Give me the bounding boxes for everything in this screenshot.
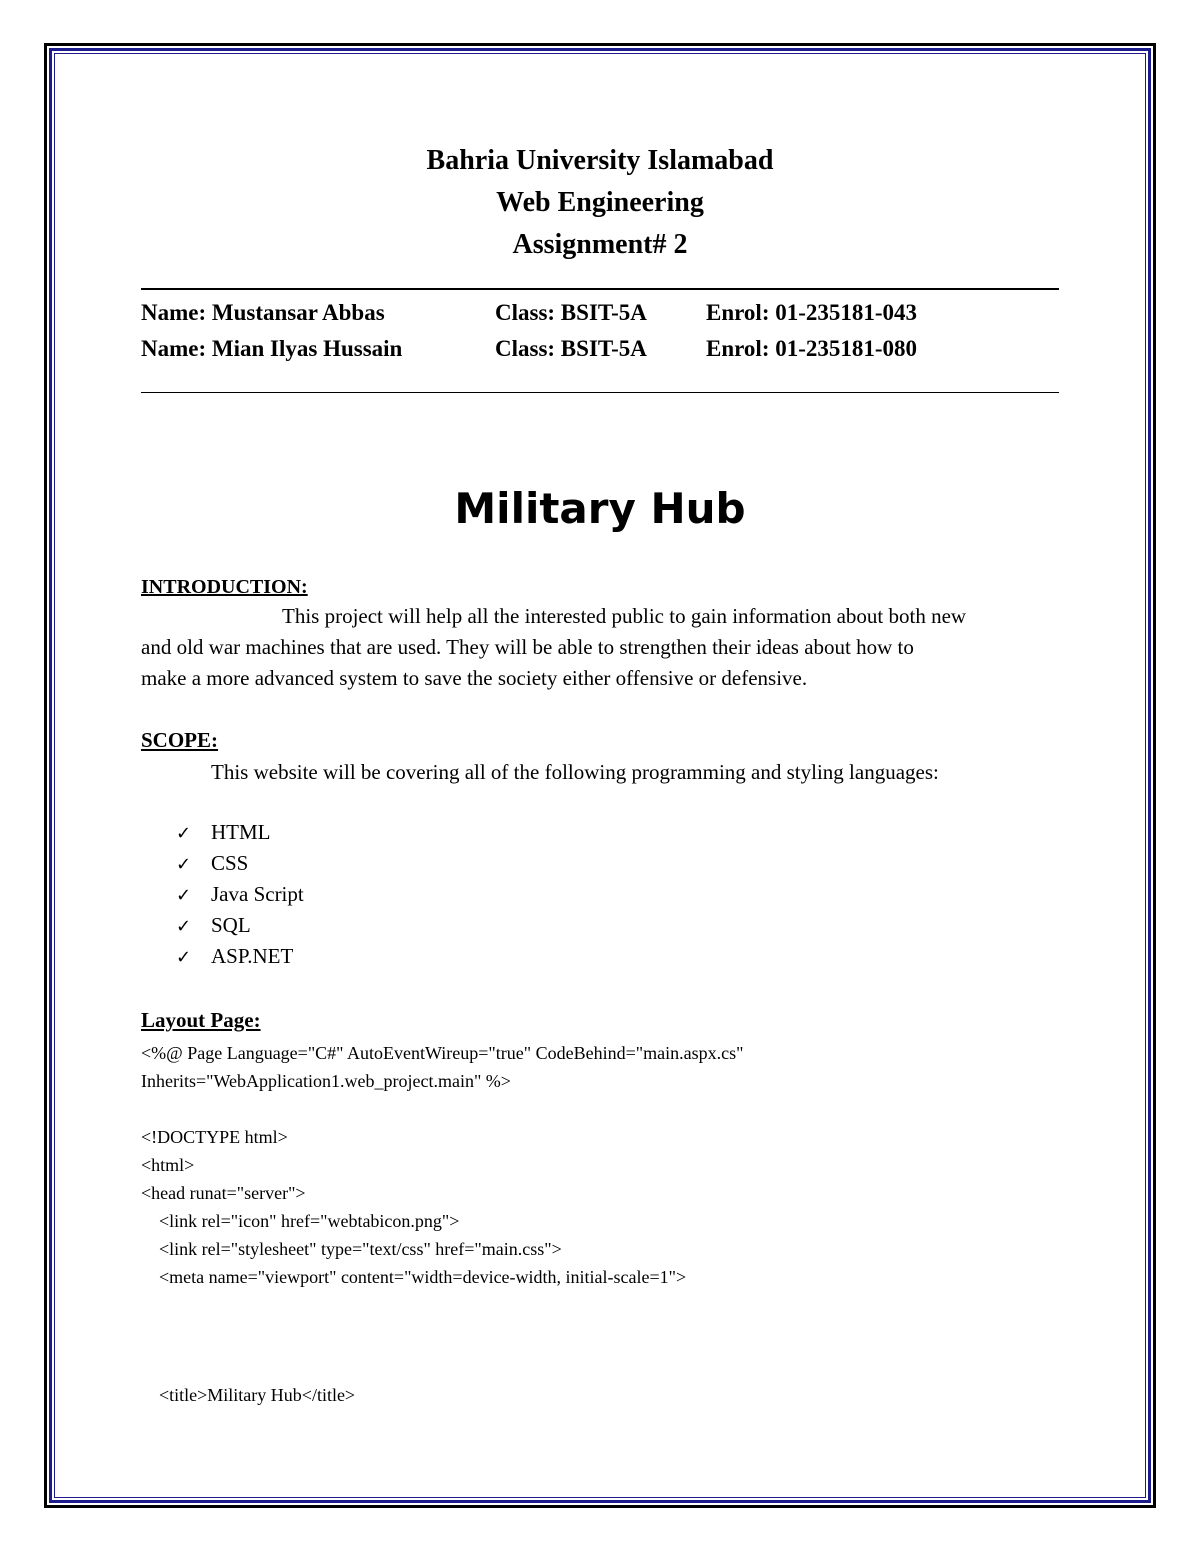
member-name: Name: Mustansar Abbas [141, 300, 385, 325]
document-header [0, 140, 1200, 266]
code-line: <link rel="icon" href="webtabicon.png"> [141, 1211, 460, 1231]
university-name: Bahria University Islamabad [426, 145, 774, 176]
introduction-line: make a more advanced system to save the society either offensive or defensive. [141, 666, 808, 690]
checkmark-icon: ✓ [176, 885, 192, 906]
list-item-label: Java Script [211, 882, 304, 906]
header-rule-top [141, 288, 1059, 290]
list-item [176, 817, 304, 848]
member-enrol: Enrol: 01-235181-080 [706, 336, 918, 361]
code-line: <head runat="server"> [141, 1183, 306, 1203]
code-line: <%@ Page Language="C#" AutoEventWireup="true" CodeBehind="main.aspx.cs" [141, 1043, 744, 1063]
header-rule-bottom [141, 392, 1059, 393]
checkmark-icon: ✓ [176, 854, 192, 875]
checkmark-icon: ✓ [176, 823, 192, 844]
introduction-line: This project will help all the interested public to gain information about both new [282, 604, 967, 628]
list-item [176, 848, 304, 879]
member-name: Name: Mian Ilyas Hussain [141, 336, 403, 361]
document-title: Military Hub [454, 484, 746, 533]
code-block [141, 1039, 1059, 1095]
scope-text: This website will be covering all of the following programming and styling languages: [211, 760, 939, 784]
list-item-label: CSS [211, 851, 249, 875]
checkmark-icon: ✓ [176, 916, 192, 937]
checkmark-icon: ✓ [176, 947, 192, 968]
list-item [176, 910, 304, 941]
introduction-line: and old war machines that are used. They will be able to strengthen their ideas about how to [141, 635, 914, 659]
list-item-label: SQL [211, 913, 251, 937]
code-line: <link rel="stylesheet" type="text/css" href="main.css"> [141, 1239, 562, 1259]
member-row [141, 336, 1059, 372]
layout-page-heading: Layout Page: [141, 1008, 261, 1032]
member-class: Class: BSIT-5A [495, 300, 647, 325]
code-line: <meta name="viewport" content="width=device-width, initial-scale=1"> [141, 1267, 687, 1287]
language-checklist [176, 817, 304, 972]
member-class: Class: BSIT-5A [495, 336, 647, 361]
code-line: <title>Military Hub</title> [141, 1385, 356, 1405]
introduction-heading: INTRODUCTION: [141, 576, 308, 598]
code-line: Inherits="WebApplication1.web_project.main" %> [141, 1071, 511, 1091]
list-item-label: ASP.NET [211, 944, 294, 968]
member-row [141, 300, 1059, 336]
code-line: <html> [141, 1155, 195, 1175]
assignment-number: Assignment# 2 [512, 229, 688, 260]
code-block [141, 1381, 1059, 1409]
list-item [176, 879, 304, 910]
scope-body [141, 757, 1059, 788]
list-item-label: HTML [211, 820, 271, 844]
code-line: <!DOCTYPE html> [141, 1127, 288, 1147]
list-item [176, 941, 304, 972]
introduction-body [141, 601, 1059, 694]
course-name: Web Engineering [496, 187, 704, 218]
member-enrol: Enrol: 01-235181-043 [706, 300, 918, 325]
code-block [141, 1123, 1059, 1291]
scope-heading: SCOPE: [141, 728, 219, 752]
